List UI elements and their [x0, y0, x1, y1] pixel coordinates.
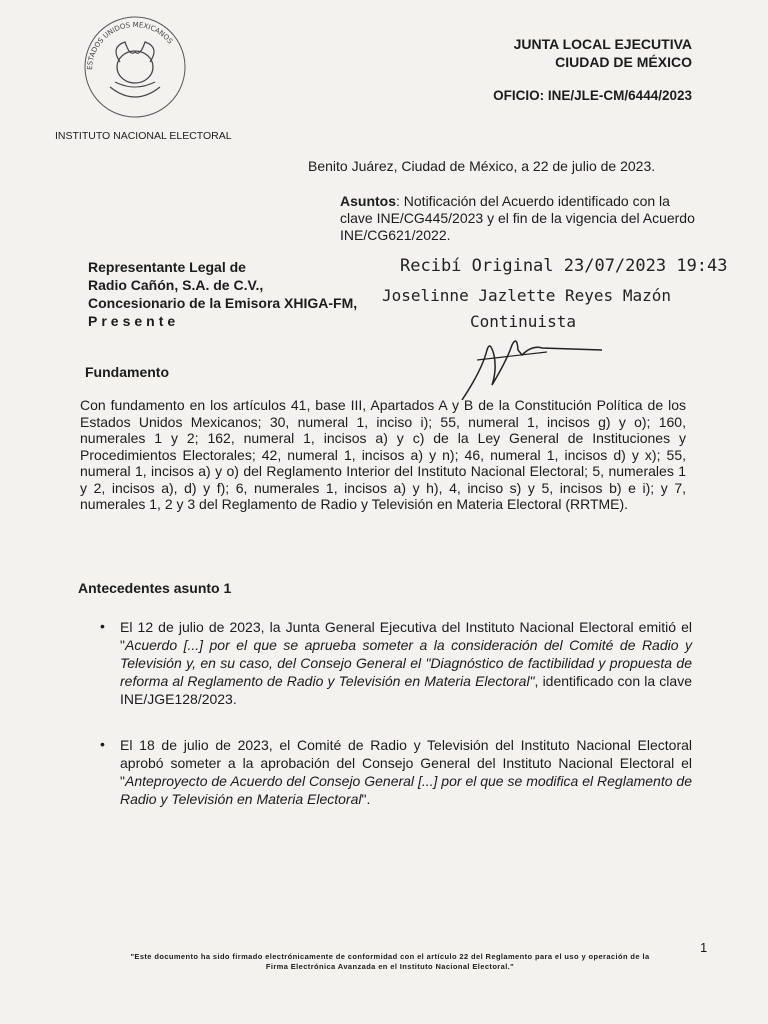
oficio-number: OFICIO: INE/JLE-CM/6444/2023: [493, 88, 692, 103]
section-heading-fundamento: Fundamento: [85, 364, 169, 380]
fundamento-paragraph: Con fundamento en los artículos 41, base III, Apartados A y B de la Constitución Política de los Estados Unidos Mexicanos; 30, numeral 1, inciso i); 55, numeral 1, incisos g) y o); 160, numerales 1 y 2; 162, numeral 1, incisos a) y c) de la Ley General de Instituciones y Procedimientos Electorales; 42, numeral 1, incisos a) y n); 46, numeral 1, incisos d) y x); 55, numeral 1, incisos a) y o) del Reglamento Interior del Instituto Nacional Electoral; 5, numerales 1 y 2, incisos a), d) y f); 6, numerales 1, incisos a) y h), 4, inciso s) y 5, incisos b) e i); y 7, numerales 1, 2 y 3 del Reglamento de Radio y Televisión en Materia Electoral (RRTME).: [80, 397, 686, 512]
svg-text:ESTADOS UNIDOS MEXICANOS: ESTADOS UNIDOS MEXICANOS: [85, 20, 175, 71]
date-line: Benito Juárez, Ciudad de México, a 22 de julio de 2023.: [308, 158, 656, 174]
subject-text: : Notificación del Acuerdo identificado con la clave INE/CG445/2023 y el fin de la vigencia del Acuerdo INE/CG621/2022.: [340, 193, 695, 243]
subject-label: Asuntos: [340, 193, 396, 209]
handwritten-role: Continuista: [470, 312, 576, 331]
signature-icon: [452, 330, 612, 400]
institution-name: INSTITUTO NACIONAL ELECTORAL: [55, 130, 232, 142]
page-number: 1: [700, 940, 708, 955]
bullet-icon: •: [100, 618, 105, 634]
recipient-line: Presente: [88, 313, 180, 329]
subject-block: [340, 193, 700, 244]
recipient-block: [88, 258, 357, 330]
antecedente-item: El 12 de julio de 2023, la Junta General Ejecutiva del Instituto Nacional Electoral emitió el "Acuerdo [...] por el que se aprueba someter a la consideración del Comité de Radio y Televisión y, en su caso, del Consejo General el "Diagnóstico de factibilidad y propuesta de reforma al Reglamento de Radio y Televisión en Materia Electoral", identificado con la clave INE/JGE128/2023.: [120, 619, 692, 707]
national-seal-icon: [80, 12, 190, 122]
junta-title: JUNTA LOCAL EJECUTIVA: [513, 36, 692, 52]
footer-note: "Este documento ha sido firmado electrónicamente de conformidad con el artículo 22 del Reglamento para el uso y operación de la Firma Electrónica Avanzada en el Instituto Nacional Electoral.": [130, 952, 650, 971]
recipient-line: Concesionario de la Emisora XHIGA-FM,: [88, 295, 358, 311]
antecedente-item: El 18 de julio de 2023, el Comité de Radio y Televisión del Instituto Nacional Electoral aprobó someter a la aprobación del Consejo General del Instituto Nacional Electoral el "Anteproyecto de Acuerdo del Consejo General [...] por el que se modifica el Reglamento de Radio y Televisión en Materia Electoral".: [120, 737, 692, 807]
handwritten-received: Recibí Original 23/07/2023 19:43: [400, 256, 728, 276]
bullet-icon: •: [100, 736, 105, 752]
city-title: CIUDAD DE MÉXICO: [555, 54, 692, 70]
handwritten-name: Joselinne Jazlette Reyes Mazón: [382, 286, 671, 305]
section-heading-antecedentes: Antecedentes asunto 1: [78, 580, 232, 596]
recipient-line: Radio Cañón, S.A. de C.V.,: [88, 277, 264, 293]
recipient-line: Representante Legal de: [88, 259, 246, 275]
